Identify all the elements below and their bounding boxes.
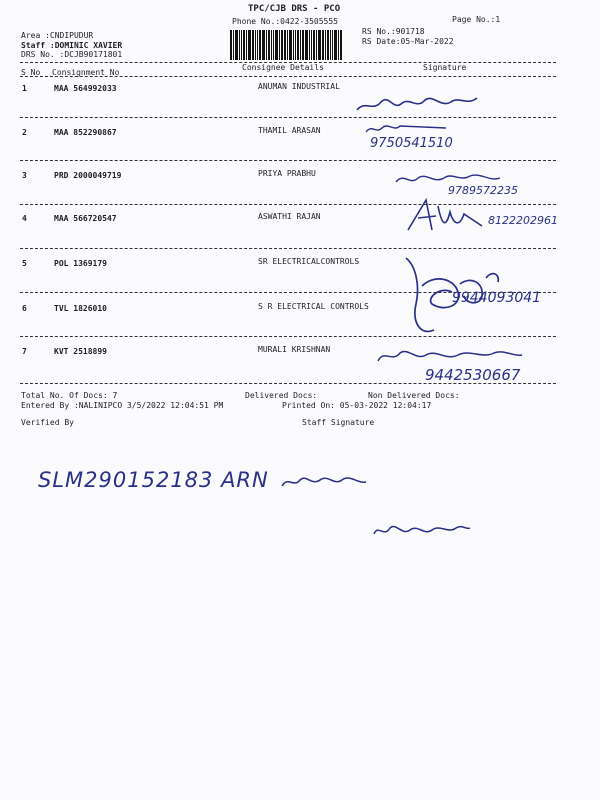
row-divider <box>20 248 556 249</box>
signature-row-4 <box>406 196 486 238</box>
delivered-docs: Delivered Docs: <box>245 391 318 400</box>
column-header-sno: S No <box>21 68 41 77</box>
row-consignee: ANUMAN INDUSTRIAL <box>258 82 340 91</box>
document-title: TPC/CJB DRS - PCO <box>248 4 341 14</box>
total-docs: Total No. Of Docs: 7 <box>21 391 118 400</box>
phone-number: Phone No.:0422-3505555 <box>232 17 338 26</box>
header-divider-bottom <box>20 76 556 77</box>
handwritten-note-script <box>280 470 370 498</box>
handwritten-phone-row-2: 9750541510 <box>370 136 453 151</box>
area-field: Area :CNDIPUDUR <box>21 31 94 40</box>
handwritten-phone-row-6: 9944093041 <box>452 290 542 306</box>
column-header-consignee: Consignee Details <box>242 63 324 72</box>
barcode <box>230 30 350 60</box>
row-consignment: PRD 2000049719 <box>54 171 122 180</box>
row-consignment: POL 1369179 <box>54 259 107 268</box>
row-sno: 5 <box>22 259 27 268</box>
row-consignment: MAA 564992033 <box>54 84 117 93</box>
column-header-consignment: Consignment No <box>52 68 120 77</box>
signature-row-1 <box>355 92 485 122</box>
row-consignment: MAA 852290867 <box>54 128 117 137</box>
row-consignee: ASWATHI RAJAN <box>258 212 321 221</box>
row-consignment: KVT 2518899 <box>54 347 107 356</box>
handwritten-phone-row-4: 8122202961 <box>488 214 558 227</box>
page-number: Page No.:1 <box>452 15 501 24</box>
row-sno: 1 <box>22 84 27 93</box>
handwritten-note: SLM290152183 ARN <box>38 468 269 492</box>
column-header-signature: Signature <box>423 63 467 72</box>
printed-on: Printed On: 05-03-2022 12:04:17 <box>282 401 432 410</box>
row-consignee: THAMIL ARASAN <box>258 126 321 135</box>
row-consignee: S R ELECTRICAL CONTROLS <box>258 302 369 311</box>
row-sno: 6 <box>22 304 27 313</box>
row-consignee: MURALI KRISHNAN <box>258 345 331 354</box>
handwritten-phone-row-3: 9789572235 <box>448 184 518 197</box>
row-sno: 3 <box>22 171 27 180</box>
staff-field: Staff :DOMINIC XAVIER <box>21 41 123 50</box>
row-divider <box>20 160 556 161</box>
drs-number: DRS No. :DCJB90171801 <box>21 50 123 59</box>
row-sno: 4 <box>22 214 27 223</box>
row-consignment: MAA 566720547 <box>54 214 117 223</box>
staff-signature-label: Staff Signature <box>302 418 375 427</box>
verified-by-label: Verified By <box>21 418 74 427</box>
non-delivered-docs: Non Delivered Docs: <box>368 391 460 400</box>
row-consignment: TVL 1826010 <box>54 304 107 313</box>
row-consignee: SR ELECTRICALCONTROLS <box>258 257 360 266</box>
row-sno: 7 <box>22 347 27 356</box>
handwritten-staff-signature <box>372 520 472 546</box>
handwritten-phone-row-7: 9442530667 <box>425 366 521 384</box>
row-consignee: PRIYA PRABHU <box>258 169 316 178</box>
entered-by: Entered By :NALINIPCO 3/5/2022 12:04:51 PM <box>21 401 224 410</box>
row-sno: 2 <box>22 128 27 137</box>
rs-date: RS Date:05-Mar-2022 <box>362 37 454 46</box>
rs-number: RS No.:901718 <box>362 27 425 36</box>
